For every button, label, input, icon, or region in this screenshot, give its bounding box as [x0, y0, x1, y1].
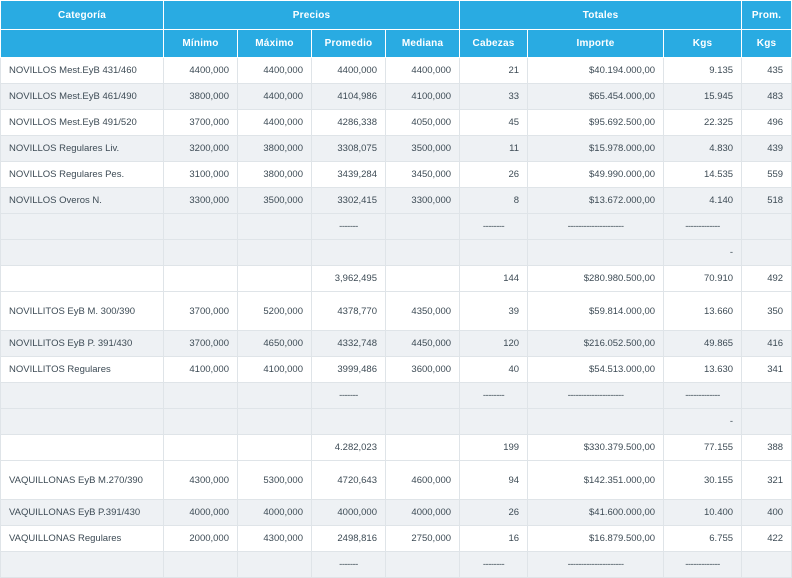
cell-minimo — [164, 552, 238, 578]
sub-header-blank — [1, 30, 164, 58]
table-row — [1, 409, 792, 435]
cell-promedio: 3308,075 — [312, 136, 386, 162]
cell-mediana: 3600,000 — [386, 357, 460, 383]
table-row — [1, 435, 792, 461]
cell-maximo: 3500,000 — [238, 188, 312, 214]
cell-minimo: 3700,000 — [164, 110, 238, 136]
cell-prom-kgs — [742, 552, 792, 578]
cell-categoria: NOVILLITOS EyB M. 300/390 — [1, 292, 164, 331]
cell-importe: --------------------- — [528, 214, 664, 240]
cell-maximo: 4300,000 — [238, 526, 312, 552]
cell-minimo: 2000,000 — [164, 526, 238, 552]
cell-maximo: 3800,000 — [238, 162, 312, 188]
cell-importe: $49.990.000,00 — [528, 162, 664, 188]
cell-promedio: 3999,486 — [312, 357, 386, 383]
cell-kgs: 70.910 — [664, 266, 742, 292]
cell-minimo: 4400,000 — [164, 58, 238, 84]
cell-promedio: 4.282,023 — [312, 435, 386, 461]
cell-mediana: 4350,000 — [386, 292, 460, 331]
sub-header-mediana: Mediana — [386, 30, 460, 58]
cell-promedio: 4286,338 — [312, 110, 386, 136]
cell-cabezas: 144 — [460, 266, 528, 292]
table-row — [1, 162, 792, 188]
cell-cabezas: 199 — [460, 435, 528, 461]
cell-prom-kgs: 496 — [742, 110, 792, 136]
cell-importe: $40.194.000,00 — [528, 58, 664, 84]
table-row — [1, 331, 792, 357]
cell-mediana: 3450,000 — [386, 162, 460, 188]
cell-categoria: NOVILLOS Overos N. — [1, 188, 164, 214]
cell-minimo — [164, 266, 238, 292]
cell-minimo — [164, 240, 238, 266]
cell-cabezas: 120 — [460, 331, 528, 357]
table-row — [1, 500, 792, 526]
cell-promedio: 4378,770 — [312, 292, 386, 331]
cell-mediana — [386, 435, 460, 461]
cell-categoria: VAQUILLONAS EyB P.391/430 — [1, 500, 164, 526]
cell-maximo: 5300,000 — [238, 461, 312, 500]
cell-mediana: 4100,000 — [386, 84, 460, 110]
table-row — [1, 552, 792, 578]
cell-maximo — [238, 383, 312, 409]
cell-importe: $16.879.500,00 — [528, 526, 664, 552]
cell-categoria: NOVILLOS Mest.EyB 461/490 — [1, 84, 164, 110]
cell-kgs: 77.155 — [664, 435, 742, 461]
cell-maximo: 4100,000 — [238, 357, 312, 383]
cell-promedio: 2498,816 — [312, 526, 386, 552]
cell-cabezas: -------- — [460, 383, 528, 409]
sub-header-kgs: Kgs — [664, 30, 742, 58]
cell-cabezas: 26 — [460, 162, 528, 188]
cell-promedio: ------- — [312, 383, 386, 409]
table-row — [1, 188, 792, 214]
cell-categoria: NOVILLOS Mest.EyB 431/460 — [1, 58, 164, 84]
cell-cabezas: 26 — [460, 500, 528, 526]
table-row — [1, 292, 792, 331]
cell-cabezas: 33 — [460, 84, 528, 110]
cell-kgs: 4.140 — [664, 188, 742, 214]
cell-maximo: 3800,000 — [238, 136, 312, 162]
cell-promedio — [312, 240, 386, 266]
table-row — [1, 357, 792, 383]
cell-prom-kgs: 483 — [742, 84, 792, 110]
sub-header-minimo: Mínimo — [164, 30, 238, 58]
cell-importe: $65.454.000,00 — [528, 84, 664, 110]
sub-header-promedio: Promedio — [312, 30, 386, 58]
cell-importe: $54.513.000,00 — [528, 357, 664, 383]
cell-promedio: 3,962,495 — [312, 266, 386, 292]
cell-categoria — [1, 383, 164, 409]
table-sub-header-row — [1, 30, 792, 58]
cell-importe: $142.351.000,00 — [528, 461, 664, 500]
cell-importe: $95.692.500,00 — [528, 110, 664, 136]
cell-cabezas: -------- — [460, 214, 528, 240]
cell-mediana: 4000,000 — [386, 500, 460, 526]
cell-maximo: 4000,000 — [238, 500, 312, 526]
table-header — [1, 1, 792, 58]
cell-kgs: 49.865 — [664, 331, 742, 357]
cell-categoria — [1, 214, 164, 240]
cell-mediana: 3500,000 — [386, 136, 460, 162]
cell-cabezas — [460, 240, 528, 266]
cell-mediana — [386, 266, 460, 292]
cell-promedio: 3439,284 — [312, 162, 386, 188]
cell-mediana — [386, 240, 460, 266]
cell-mediana — [386, 409, 460, 435]
cell-kgs: 4.830 — [664, 136, 742, 162]
cell-prom-kgs: 416 — [742, 331, 792, 357]
sub-header-cabezas: Cabezas — [460, 30, 528, 58]
cell-kgs: 9.135 — [664, 58, 742, 84]
cell-minimo: 3200,000 — [164, 136, 238, 162]
cell-minimo: 3700,000 — [164, 292, 238, 331]
cell-mediana — [386, 552, 460, 578]
table-row — [1, 58, 792, 84]
cell-minimo: 3700,000 — [164, 331, 238, 357]
cell-kgs: ------------- — [664, 552, 742, 578]
cell-prom-kgs: 341 — [742, 357, 792, 383]
table-group-header-row — [1, 1, 792, 30]
cell-promedio: 4400,000 — [312, 58, 386, 84]
cell-kgs: ------------- — [664, 214, 742, 240]
cell-cabezas: 11 — [460, 136, 528, 162]
cell-maximo: 4400,000 — [238, 110, 312, 136]
cell-cabezas: 21 — [460, 58, 528, 84]
cell-kgs: 13.630 — [664, 357, 742, 383]
cell-cabezas: 45 — [460, 110, 528, 136]
cell-importe: $330.379.500,00 — [528, 435, 664, 461]
cell-kgs: 15.945 — [664, 84, 742, 110]
cell-cabezas: 40 — [460, 357, 528, 383]
cell-promedio: ------- — [312, 552, 386, 578]
table-row — [1, 526, 792, 552]
cell-categoria: NOVILLITOS Regulares — [1, 357, 164, 383]
table-row — [1, 461, 792, 500]
cell-mediana: 3300,000 — [386, 188, 460, 214]
group-header-totales: Totales — [460, 1, 742, 30]
cell-importe: $13.672.000,00 — [528, 188, 664, 214]
cell-cabezas — [460, 409, 528, 435]
sub-header-prom-kgs: Kgs — [742, 30, 792, 58]
cell-categoria — [1, 240, 164, 266]
cell-kgs: - — [664, 409, 742, 435]
cell-minimo: 3800,000 — [164, 84, 238, 110]
cell-prom-kgs: 321 — [742, 461, 792, 500]
cell-promedio: 3302,415 — [312, 188, 386, 214]
cell-importe: $59.814.000,00 — [528, 292, 664, 331]
table-row — [1, 266, 792, 292]
cell-mediana: 4450,000 — [386, 331, 460, 357]
cell-maximo — [238, 409, 312, 435]
cell-prom-kgs: 400 — [742, 500, 792, 526]
table-row — [1, 214, 792, 240]
cell-maximo: 4650,000 — [238, 331, 312, 357]
cell-kgs: 30.155 — [664, 461, 742, 500]
group-header-precios: Precios — [164, 1, 460, 30]
table-row — [1, 383, 792, 409]
cell-categoria — [1, 266, 164, 292]
cell-prom-kgs — [742, 240, 792, 266]
cell-minimo — [164, 383, 238, 409]
table-row — [1, 110, 792, 136]
cell-promedio: 4332,748 — [312, 331, 386, 357]
table-row — [1, 240, 792, 266]
cell-promedio: 4720,643 — [312, 461, 386, 500]
cell-prom-kgs: 388 — [742, 435, 792, 461]
cell-promedio: 4000,000 — [312, 500, 386, 526]
cell-kgs: 10.400 — [664, 500, 742, 526]
cell-categoria: VAQUILLONAS EyB M.270/390 — [1, 461, 164, 500]
cell-maximo — [238, 240, 312, 266]
cell-importe — [528, 409, 664, 435]
table-row — [1, 84, 792, 110]
cell-prom-kgs: 435 — [742, 58, 792, 84]
cell-categoria: VAQUILLONAS Regulares — [1, 526, 164, 552]
table-body — [1, 58, 792, 578]
cell-categoria: NOVILLITOS EyB P. 391/430 — [1, 331, 164, 357]
cell-mediana — [386, 214, 460, 240]
cell-prom-kgs — [742, 214, 792, 240]
cell-mediana: 4400,000 — [386, 58, 460, 84]
cell-maximo — [238, 435, 312, 461]
cell-cabezas: 8 — [460, 188, 528, 214]
cell-maximo: 5200,000 — [238, 292, 312, 331]
cell-prom-kgs: 350 — [742, 292, 792, 331]
cell-prom-kgs: 518 — [742, 188, 792, 214]
cell-minimo — [164, 214, 238, 240]
cell-promedio: 4104,986 — [312, 84, 386, 110]
cell-categoria: NOVILLOS Regulares Liv. — [1, 136, 164, 162]
cell-cabezas: 16 — [460, 526, 528, 552]
cell-prom-kgs: 422 — [742, 526, 792, 552]
group-header-prom: Prom. — [742, 1, 792, 30]
cell-maximo — [238, 214, 312, 240]
cell-cabezas: 94 — [460, 461, 528, 500]
cell-kgs: 6.755 — [664, 526, 742, 552]
cell-categoria: NOVILLOS Mest.EyB 491/520 — [1, 110, 164, 136]
cell-mediana: 2750,000 — [386, 526, 460, 552]
cell-cabezas: 39 — [460, 292, 528, 331]
cell-minimo — [164, 435, 238, 461]
cell-categoria — [1, 552, 164, 578]
sub-header-maximo: Máximo — [238, 30, 312, 58]
cell-minimo: 4100,000 — [164, 357, 238, 383]
cell-maximo: 4400,000 — [238, 84, 312, 110]
cell-categoria — [1, 435, 164, 461]
cell-minimo — [164, 409, 238, 435]
cell-maximo — [238, 552, 312, 578]
cell-minimo: 3100,000 — [164, 162, 238, 188]
cell-importe — [528, 240, 664, 266]
cell-promedio — [312, 409, 386, 435]
cell-prom-kgs: 439 — [742, 136, 792, 162]
cell-prom-kgs: 559 — [742, 162, 792, 188]
cell-kgs: ------------- — [664, 383, 742, 409]
cell-maximo: 4400,000 — [238, 58, 312, 84]
cell-importe: --------------------- — [528, 383, 664, 409]
cell-minimo: 3300,000 — [164, 188, 238, 214]
group-header-categoria: Categoría — [1, 1, 164, 30]
cell-maximo — [238, 266, 312, 292]
cell-categoria: NOVILLOS Regulares Pes. — [1, 162, 164, 188]
cell-kgs: 14.535 — [664, 162, 742, 188]
cell-minimo: 4300,000 — [164, 461, 238, 500]
cell-importe: $280.980.500,00 — [528, 266, 664, 292]
cell-promedio: ------- — [312, 214, 386, 240]
table-row — [1, 136, 792, 162]
cell-mediana: 4600,000 — [386, 461, 460, 500]
cell-importe: $41.600.000,00 — [528, 500, 664, 526]
cell-kgs: 22.325 — [664, 110, 742, 136]
cell-mediana — [386, 383, 460, 409]
cell-prom-kgs — [742, 409, 792, 435]
sub-header-importe: Importe — [528, 30, 664, 58]
cell-categoria — [1, 409, 164, 435]
cell-prom-kgs — [742, 383, 792, 409]
cell-kgs: 13.660 — [664, 292, 742, 331]
cell-minimo: 4000,000 — [164, 500, 238, 526]
cell-mediana: 4050,000 — [386, 110, 460, 136]
cell-importe: $216.052.500,00 — [528, 331, 664, 357]
cell-importe: $15.978.000,00 — [528, 136, 664, 162]
cell-cabezas: -------- — [460, 552, 528, 578]
cell-kgs: - — [664, 240, 742, 266]
cell-prom-kgs: 492 — [742, 266, 792, 292]
cell-importe: --------------------- — [528, 552, 664, 578]
